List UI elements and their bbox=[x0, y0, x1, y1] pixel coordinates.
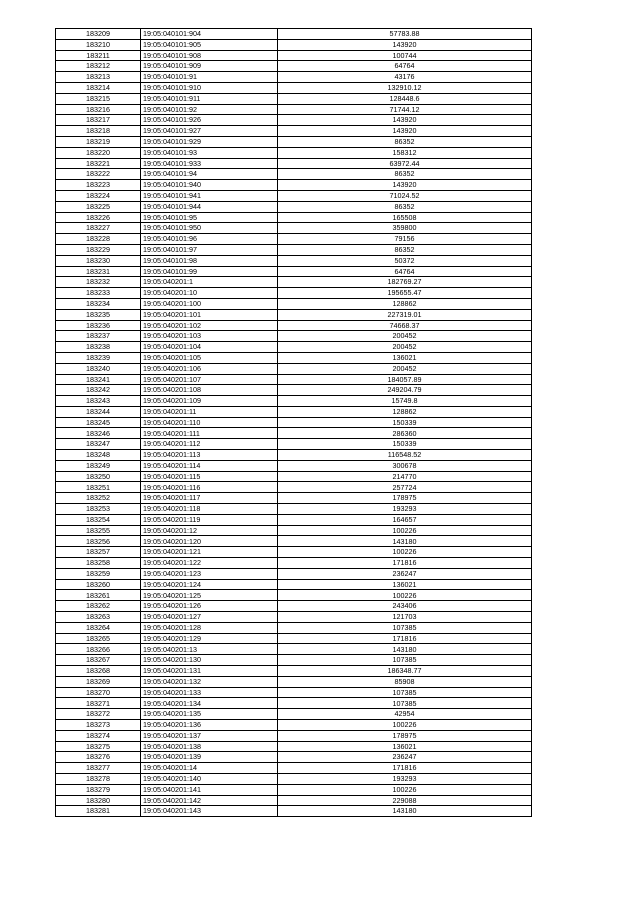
value-cell: 171816 bbox=[278, 558, 532, 569]
cadastral-number-cell: 19:05:040201:111 bbox=[141, 428, 278, 439]
table-row bbox=[56, 201, 532, 212]
row-number-cell: 183239 bbox=[56, 352, 141, 363]
table-row bbox=[56, 288, 532, 299]
table-row bbox=[56, 590, 532, 601]
row-number-cell: 183256 bbox=[56, 536, 141, 547]
value-cell: 193293 bbox=[278, 504, 532, 515]
cadastral-number-cell: 19:05:040201:131 bbox=[141, 666, 278, 677]
row-number-cell: 183251 bbox=[56, 482, 141, 493]
row-number-cell: 183280 bbox=[56, 795, 141, 806]
table-row bbox=[56, 374, 532, 385]
value-cell: 86352 bbox=[278, 244, 532, 255]
row-number-cell: 183221 bbox=[56, 158, 141, 169]
table-row bbox=[56, 406, 532, 417]
cadastral-number-cell: 19:05:040201:117 bbox=[141, 493, 278, 504]
row-number-cell: 183237 bbox=[56, 331, 141, 342]
value-cell: 229088 bbox=[278, 795, 532, 806]
row-number-cell: 183216 bbox=[56, 104, 141, 115]
cadastral-number-cell: 19:05:040201:120 bbox=[141, 536, 278, 547]
table-row bbox=[56, 730, 532, 741]
row-number-cell: 183243 bbox=[56, 396, 141, 407]
row-number-cell: 183218 bbox=[56, 126, 141, 137]
row-number-cell: 183219 bbox=[56, 136, 141, 147]
value-cell: 143920 bbox=[278, 39, 532, 50]
row-number-cell: 183231 bbox=[56, 266, 141, 277]
cadastral-number-cell: 19:05:040201:143 bbox=[141, 806, 278, 817]
cadastral-number-cell: 19:05:040201:107 bbox=[141, 374, 278, 385]
table-row bbox=[56, 655, 532, 666]
row-number-cell: 183220 bbox=[56, 147, 141, 158]
table-row bbox=[56, 450, 532, 461]
row-number-cell: 183253 bbox=[56, 504, 141, 515]
cadastral-number-cell: 19:05:040201:105 bbox=[141, 352, 278, 363]
value-cell: 178975 bbox=[278, 730, 532, 741]
cadastral-number-cell: 19:05:040101:929 bbox=[141, 136, 278, 147]
value-cell: 171816 bbox=[278, 633, 532, 644]
value-cell: 64764 bbox=[278, 61, 532, 72]
table-body bbox=[56, 29, 532, 817]
row-number-cell: 183226 bbox=[56, 212, 141, 223]
row-number-cell: 183211 bbox=[56, 50, 141, 61]
row-number-cell: 183281 bbox=[56, 806, 141, 817]
table-row bbox=[56, 568, 532, 579]
row-number-cell: 183257 bbox=[56, 547, 141, 558]
value-cell: 200452 bbox=[278, 342, 532, 353]
value-cell: 136021 bbox=[278, 741, 532, 752]
table-row bbox=[56, 460, 532, 471]
row-number-cell: 183228 bbox=[56, 234, 141, 245]
table-row bbox=[56, 104, 532, 115]
table-row bbox=[56, 601, 532, 612]
table-row bbox=[56, 773, 532, 784]
cadastral-number-cell: 19:05:040201:13 bbox=[141, 644, 278, 655]
cadastral-number-cell: 19:05:040101:910 bbox=[141, 82, 278, 93]
table-row bbox=[56, 190, 532, 201]
table-row bbox=[56, 298, 532, 309]
row-number-cell: 183254 bbox=[56, 514, 141, 525]
row-number-cell: 183267 bbox=[56, 655, 141, 666]
row-number-cell: 183229 bbox=[56, 244, 141, 255]
value-cell: 165508 bbox=[278, 212, 532, 223]
table-row bbox=[56, 212, 532, 223]
table-row bbox=[56, 72, 532, 83]
table-row bbox=[56, 471, 532, 482]
cadastral-number-cell: 19:05:040201:14 bbox=[141, 763, 278, 774]
value-cell: 100226 bbox=[278, 784, 532, 795]
row-number-cell: 183261 bbox=[56, 590, 141, 601]
cadastral-number-cell: 19:05:040101:904 bbox=[141, 29, 278, 40]
row-number-cell: 183264 bbox=[56, 622, 141, 633]
cadastral-number-cell: 19:05:040201:116 bbox=[141, 482, 278, 493]
value-cell: 249204.79 bbox=[278, 385, 532, 396]
value-cell: 100226 bbox=[278, 547, 532, 558]
cadastral-number-cell: 19:05:040101:99 bbox=[141, 266, 278, 277]
value-cell: 74668.37 bbox=[278, 320, 532, 331]
table-row bbox=[56, 482, 532, 493]
cadastral-number-cell: 19:05:040101:92 bbox=[141, 104, 278, 115]
value-cell: 243406 bbox=[278, 601, 532, 612]
table-row bbox=[56, 720, 532, 731]
value-cell: 150339 bbox=[278, 439, 532, 450]
row-number-cell: 183209 bbox=[56, 29, 141, 40]
cadastral-number-cell: 19:05:040101:941 bbox=[141, 190, 278, 201]
value-cell: 143180 bbox=[278, 806, 532, 817]
value-cell: 150339 bbox=[278, 417, 532, 428]
row-number-cell: 183210 bbox=[56, 39, 141, 50]
cadastral-number-cell: 19:05:040101:950 bbox=[141, 223, 278, 234]
cadastral-number-cell: 19:05:040201:113 bbox=[141, 450, 278, 461]
value-cell: 121703 bbox=[278, 612, 532, 623]
table-row bbox=[56, 633, 532, 644]
cadastral-value-table bbox=[55, 28, 532, 817]
value-cell: 86352 bbox=[278, 201, 532, 212]
cadastral-number-cell: 19:05:040101:95 bbox=[141, 212, 278, 223]
table-row bbox=[56, 126, 532, 137]
value-cell: 143920 bbox=[278, 126, 532, 137]
cadastral-number-cell: 19:05:040201:129 bbox=[141, 633, 278, 644]
row-number-cell: 183244 bbox=[56, 406, 141, 417]
table-row bbox=[56, 180, 532, 191]
table-row bbox=[56, 493, 532, 504]
row-number-cell: 183242 bbox=[56, 385, 141, 396]
row-number-cell: 183225 bbox=[56, 201, 141, 212]
cadastral-number-cell: 19:05:040101:933 bbox=[141, 158, 278, 169]
cadastral-number-cell: 19:05:040201:110 bbox=[141, 417, 278, 428]
cadastral-number-cell: 19:05:040201:115 bbox=[141, 471, 278, 482]
table-row bbox=[56, 579, 532, 590]
value-cell: 107385 bbox=[278, 687, 532, 698]
row-number-cell: 183235 bbox=[56, 309, 141, 320]
row-number-cell: 183258 bbox=[56, 558, 141, 569]
row-number-cell: 183236 bbox=[56, 320, 141, 331]
table-row bbox=[56, 676, 532, 687]
row-number-cell: 183271 bbox=[56, 698, 141, 709]
cadastral-number-cell: 19:05:040101:911 bbox=[141, 93, 278, 104]
value-cell: 100744 bbox=[278, 50, 532, 61]
cadastral-number-cell: 19:05:040201:126 bbox=[141, 601, 278, 612]
cadastral-number-cell: 19:05:040201:119 bbox=[141, 514, 278, 525]
value-cell: 86352 bbox=[278, 169, 532, 180]
cadastral-number-cell: 19:05:040201:103 bbox=[141, 331, 278, 342]
row-number-cell: 183248 bbox=[56, 450, 141, 461]
table-row bbox=[56, 687, 532, 698]
cadastral-number-cell: 19:05:040201:12 bbox=[141, 525, 278, 536]
cadastral-number-cell: 19:05:040201:108 bbox=[141, 385, 278, 396]
cadastral-number-cell: 19:05:040201:125 bbox=[141, 590, 278, 601]
table-row bbox=[56, 752, 532, 763]
cadastral-number-cell: 19:05:040201:1 bbox=[141, 277, 278, 288]
table-row bbox=[56, 795, 532, 806]
table-row bbox=[56, 622, 532, 633]
cadastral-number-cell: 19:05:040101:91 bbox=[141, 72, 278, 83]
cadastral-number-cell: 19:05:040201:102 bbox=[141, 320, 278, 331]
value-cell: 116548.52 bbox=[278, 450, 532, 461]
value-cell: 178975 bbox=[278, 493, 532, 504]
row-number-cell: 183234 bbox=[56, 298, 141, 309]
table-row bbox=[56, 352, 532, 363]
value-cell: 184057.89 bbox=[278, 374, 532, 385]
row-number-cell: 183222 bbox=[56, 169, 141, 180]
cadastral-number-cell: 19:05:040101:94 bbox=[141, 169, 278, 180]
cadastral-number-cell: 19:05:040201:114 bbox=[141, 460, 278, 471]
value-cell: 63972.44 bbox=[278, 158, 532, 169]
table-row bbox=[56, 266, 532, 277]
value-cell: 79156 bbox=[278, 234, 532, 245]
value-cell: 257724 bbox=[278, 482, 532, 493]
table-row bbox=[56, 709, 532, 720]
cadastral-number-cell: 19:05:040201:135 bbox=[141, 709, 278, 720]
row-number-cell: 183260 bbox=[56, 579, 141, 590]
cadastral-number-cell: 19:05:040201:139 bbox=[141, 752, 278, 763]
table-row bbox=[56, 504, 532, 515]
value-cell: 42954 bbox=[278, 709, 532, 720]
cadastral-number-cell: 19:05:040101:908 bbox=[141, 50, 278, 61]
value-cell: 71744.12 bbox=[278, 104, 532, 115]
row-number-cell: 183241 bbox=[56, 374, 141, 385]
row-number-cell: 183240 bbox=[56, 363, 141, 374]
cadastral-number-cell: 19:05:040201:122 bbox=[141, 558, 278, 569]
table-row bbox=[56, 115, 532, 126]
table-row bbox=[56, 50, 532, 61]
table-row bbox=[56, 29, 532, 40]
value-cell: 164657 bbox=[278, 514, 532, 525]
cadastral-number-cell: 19:05:040101:909 bbox=[141, 61, 278, 72]
value-cell: 171816 bbox=[278, 763, 532, 774]
value-cell: 100226 bbox=[278, 590, 532, 601]
table-row bbox=[56, 428, 532, 439]
cadastral-number-cell: 19:05:040201:141 bbox=[141, 784, 278, 795]
value-cell: 214770 bbox=[278, 471, 532, 482]
value-cell: 182769.27 bbox=[278, 277, 532, 288]
value-cell: 143920 bbox=[278, 115, 532, 126]
row-number-cell: 183249 bbox=[56, 460, 141, 471]
table-row bbox=[56, 698, 532, 709]
value-cell: 100226 bbox=[278, 525, 532, 536]
cadastral-number-cell: 19:05:040201:133 bbox=[141, 687, 278, 698]
row-number-cell: 183269 bbox=[56, 676, 141, 687]
value-cell: 286360 bbox=[278, 428, 532, 439]
cadastral-number-cell: 19:05:040201:118 bbox=[141, 504, 278, 515]
table-row bbox=[56, 39, 532, 50]
cadastral-number-cell: 19:05:040101:927 bbox=[141, 126, 278, 137]
table-row bbox=[56, 514, 532, 525]
table-row bbox=[56, 234, 532, 245]
value-cell: 57783.88 bbox=[278, 29, 532, 40]
value-cell: 43176 bbox=[278, 72, 532, 83]
row-number-cell: 183252 bbox=[56, 493, 141, 504]
value-cell: 107385 bbox=[278, 698, 532, 709]
row-number-cell: 183273 bbox=[56, 720, 141, 731]
table-row bbox=[56, 320, 532, 331]
table-row bbox=[56, 342, 532, 353]
cadastral-number-cell: 19:05:040101:93 bbox=[141, 147, 278, 158]
row-number-cell: 183212 bbox=[56, 61, 141, 72]
value-cell: 71024.52 bbox=[278, 190, 532, 201]
cadastral-number-cell: 19:05:040201:124 bbox=[141, 579, 278, 590]
row-number-cell: 183217 bbox=[56, 115, 141, 126]
row-number-cell: 183232 bbox=[56, 277, 141, 288]
row-number-cell: 183238 bbox=[56, 342, 141, 353]
cadastral-number-cell: 19:05:040201:140 bbox=[141, 773, 278, 784]
table-row bbox=[56, 244, 532, 255]
cadastral-number-cell: 19:05:040201:130 bbox=[141, 655, 278, 666]
table-row bbox=[56, 536, 532, 547]
row-number-cell: 183214 bbox=[56, 82, 141, 93]
table-row bbox=[56, 417, 532, 428]
value-cell: 107385 bbox=[278, 655, 532, 666]
row-number-cell: 183266 bbox=[56, 644, 141, 655]
row-number-cell: 183255 bbox=[56, 525, 141, 536]
cadastral-number-cell: 19:05:040201:112 bbox=[141, 439, 278, 450]
table-row bbox=[56, 147, 532, 158]
value-cell: 15749.8 bbox=[278, 396, 532, 407]
value-cell: 128448.6 bbox=[278, 93, 532, 104]
cadastral-number-cell: 19:05:040101:96 bbox=[141, 234, 278, 245]
value-cell: 107385 bbox=[278, 622, 532, 633]
row-number-cell: 183262 bbox=[56, 601, 141, 612]
value-cell: 193293 bbox=[278, 773, 532, 784]
value-cell: 143180 bbox=[278, 644, 532, 655]
table-row bbox=[56, 223, 532, 234]
row-number-cell: 183277 bbox=[56, 763, 141, 774]
row-number-cell: 183272 bbox=[56, 709, 141, 720]
row-number-cell: 183263 bbox=[56, 612, 141, 623]
value-cell: 50372 bbox=[278, 255, 532, 266]
row-number-cell: 183246 bbox=[56, 428, 141, 439]
table-row bbox=[56, 784, 532, 795]
table-row bbox=[56, 741, 532, 752]
value-cell: 85908 bbox=[278, 676, 532, 687]
row-number-cell: 183276 bbox=[56, 752, 141, 763]
cadastral-number-cell: 19:05:040201:121 bbox=[141, 547, 278, 558]
table-row bbox=[56, 136, 532, 147]
cadastral-number-cell: 19:05:040201:123 bbox=[141, 568, 278, 579]
cadastral-number-cell: 19:05:040201:138 bbox=[141, 741, 278, 752]
table-row bbox=[56, 806, 532, 817]
cadastral-number-cell: 19:05:040201:104 bbox=[141, 342, 278, 353]
table-row bbox=[56, 547, 532, 558]
value-cell: 158312 bbox=[278, 147, 532, 158]
row-number-cell: 183247 bbox=[56, 439, 141, 450]
value-cell: 136021 bbox=[278, 579, 532, 590]
cadastral-number-cell: 19:05:040201:10 bbox=[141, 288, 278, 299]
row-number-cell: 183250 bbox=[56, 471, 141, 482]
table-row bbox=[56, 763, 532, 774]
table-row bbox=[56, 277, 532, 288]
cadastral-number-cell: 19:05:040101:98 bbox=[141, 255, 278, 266]
value-cell: 132910.12 bbox=[278, 82, 532, 93]
value-cell: 86352 bbox=[278, 136, 532, 147]
row-number-cell: 183279 bbox=[56, 784, 141, 795]
table-row bbox=[56, 644, 532, 655]
row-number-cell: 183275 bbox=[56, 741, 141, 752]
table-row bbox=[56, 309, 532, 320]
value-cell: 128862 bbox=[278, 406, 532, 417]
cadastral-number-cell: 19:05:040101:905 bbox=[141, 39, 278, 50]
table-row bbox=[56, 666, 532, 677]
value-cell: 359800 bbox=[278, 223, 532, 234]
row-number-cell: 183265 bbox=[56, 633, 141, 644]
row-number-cell: 183227 bbox=[56, 223, 141, 234]
table-row bbox=[56, 396, 532, 407]
table-row bbox=[56, 439, 532, 450]
value-cell: 143180 bbox=[278, 536, 532, 547]
cadastral-number-cell: 19:05:040101:97 bbox=[141, 244, 278, 255]
cadastral-number-cell: 19:05:040201:127 bbox=[141, 612, 278, 623]
table-row bbox=[56, 158, 532, 169]
table-row bbox=[56, 82, 532, 93]
value-cell: 236247 bbox=[278, 752, 532, 763]
row-number-cell: 183268 bbox=[56, 666, 141, 677]
value-cell: 227319.01 bbox=[278, 309, 532, 320]
row-number-cell: 183233 bbox=[56, 288, 141, 299]
value-cell: 300678 bbox=[278, 460, 532, 471]
cadastral-number-cell: 19:05:040201:109 bbox=[141, 396, 278, 407]
value-cell: 100226 bbox=[278, 720, 532, 731]
value-cell: 200452 bbox=[278, 331, 532, 342]
row-number-cell: 183224 bbox=[56, 190, 141, 201]
row-number-cell: 183230 bbox=[56, 255, 141, 266]
value-cell: 200452 bbox=[278, 363, 532, 374]
row-number-cell: 183223 bbox=[56, 180, 141, 191]
cadastral-number-cell: 19:05:040201:101 bbox=[141, 309, 278, 320]
value-cell: 195655.47 bbox=[278, 288, 532, 299]
table-row bbox=[56, 558, 532, 569]
cadastral-number-cell: 19:05:040101:926 bbox=[141, 115, 278, 126]
table-row bbox=[56, 385, 532, 396]
value-cell: 236247 bbox=[278, 568, 532, 579]
value-cell: 64764 bbox=[278, 266, 532, 277]
cadastral-number-cell: 19:05:040201:100 bbox=[141, 298, 278, 309]
cadastral-number-cell: 19:05:040201:11 bbox=[141, 406, 278, 417]
row-number-cell: 183274 bbox=[56, 730, 141, 741]
cadastral-number-cell: 19:05:040201:136 bbox=[141, 720, 278, 731]
table-row bbox=[56, 363, 532, 374]
value-cell: 143920 bbox=[278, 180, 532, 191]
row-number-cell: 183215 bbox=[56, 93, 141, 104]
value-cell: 128862 bbox=[278, 298, 532, 309]
cadastral-number-cell: 19:05:040201:128 bbox=[141, 622, 278, 633]
table-row bbox=[56, 169, 532, 180]
cadastral-number-cell: 19:05:040101:940 bbox=[141, 180, 278, 191]
row-number-cell: 183270 bbox=[56, 687, 141, 698]
value-cell: 186348.77 bbox=[278, 666, 532, 677]
cadastral-number-cell: 19:05:040201:137 bbox=[141, 730, 278, 741]
table-row bbox=[56, 255, 532, 266]
table-row bbox=[56, 525, 532, 536]
cadastral-number-cell: 19:05:040201:132 bbox=[141, 676, 278, 687]
row-number-cell: 183278 bbox=[56, 773, 141, 784]
table-row bbox=[56, 61, 532, 72]
row-number-cell: 183259 bbox=[56, 568, 141, 579]
cadastral-number-cell: 19:05:040201:134 bbox=[141, 698, 278, 709]
cadastral-number-cell: 19:05:040201:106 bbox=[141, 363, 278, 374]
row-number-cell: 183245 bbox=[56, 417, 141, 428]
table-row bbox=[56, 93, 532, 104]
row-number-cell: 183213 bbox=[56, 72, 141, 83]
cadastral-number-cell: 19:05:040201:142 bbox=[141, 795, 278, 806]
table-row bbox=[56, 331, 532, 342]
cadastral-number-cell: 19:05:040101:944 bbox=[141, 201, 278, 212]
table-row bbox=[56, 612, 532, 623]
value-cell: 136021 bbox=[278, 352, 532, 363]
